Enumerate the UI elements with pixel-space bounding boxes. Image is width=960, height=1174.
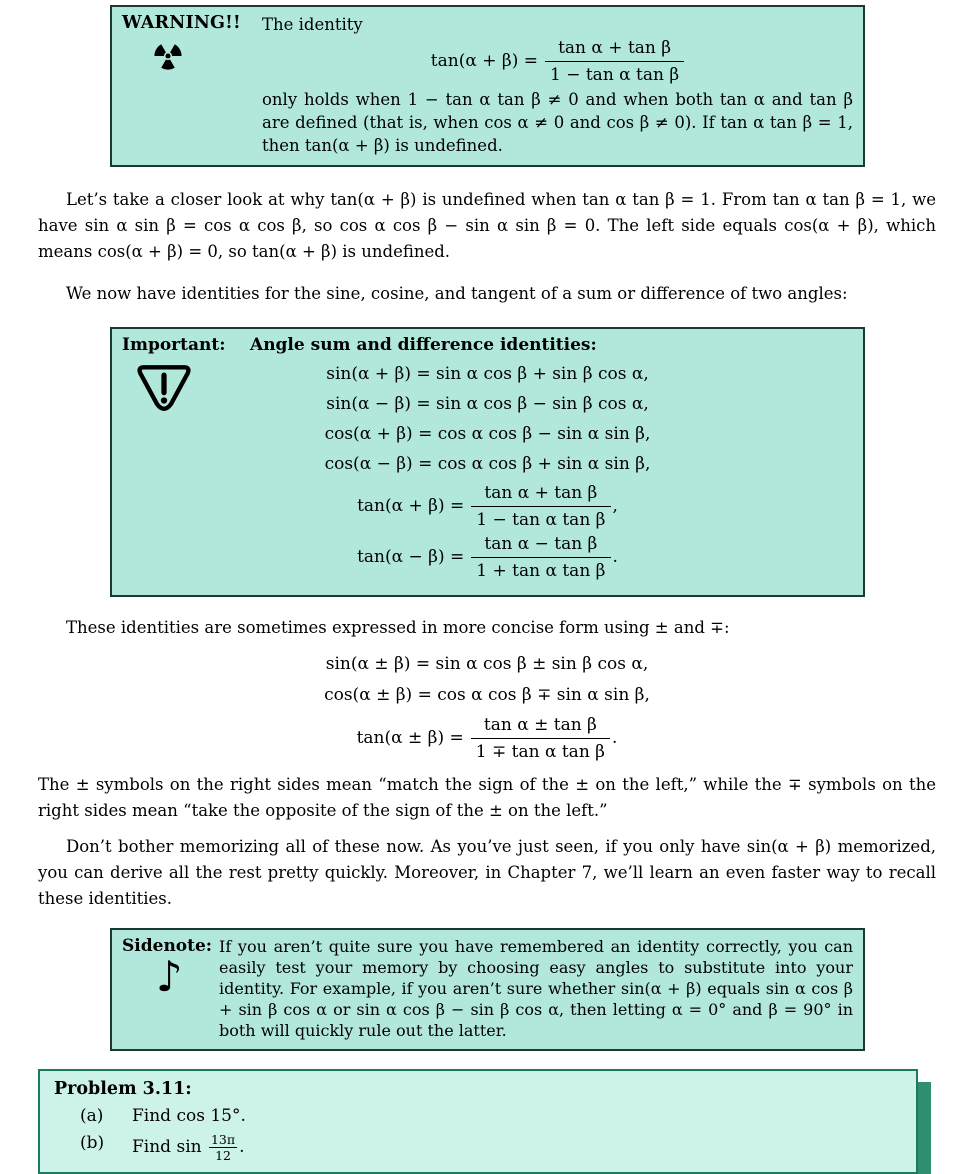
- fraction-numerator: tan α − tan β: [471, 534, 610, 558]
- fraction: [209, 1133, 237, 1162]
- fraction: [471, 715, 610, 762]
- equation-punctuation: ,: [612, 496, 618, 516]
- equation-sin-pm: sin(α ± β) = sin α cos β ± sin β cos α,: [325, 654, 649, 674]
- equation-punctuation: .: [612, 728, 618, 748]
- identity-equations: [122, 359, 853, 581]
- equation-sin-sum: sin(α + β) = sin α cos β + sin β cos α,: [326, 364, 649, 384]
- part-text: Find cos 15°.: [132, 1106, 246, 1126]
- fraction-denominator: 1 − tan α tan β: [476, 510, 606, 530]
- equation-lhs: tan(α − β) =: [357, 547, 465, 567]
- sidenote-body: If you aren’t quite sure you have remembered an identity correctly, you can easily test your memory by choosing easy angles to substitute into your identity. For example, if you aren’t sure whether sin(α + β) equals sin α cos β + sin β cos α or sin α cos β − sin β cos α, then letting α = 0° and β = 90° in both will quickly rule out the latter.: [219, 937, 853, 1040]
- fraction: [471, 483, 610, 530]
- fraction-numerator: tan α + tan β: [545, 38, 684, 62]
- problem-title: Problem 3.11:: [54, 1079, 192, 1099]
- warning-body: only holds when 1 − tan α tan β ≠ 0 and when both tan α and tan β are defined (that is, when cos α ≠ 0 and cos β ≠ 0). If tan α tan β = 1, then tan(α + β) is undefined.: [262, 90, 853, 155]
- paragraph-pm-explanation: The ± symbols on the right sides mean “match the sign of the ± on the left,” while the ∓ symbols on the right sides mean “take the opposite of the sign of the ± on the left.”: [38, 775, 936, 820]
- paragraph-tan-undefined: Let’s take a closer look at why tan(α + β) is undefined when tan α tan β = 1. From tan α tan β = 1, we have sin α sin β = cos α cos β, so cos α cos β − sin α sin β = 0. The left side equals cos(α + β), which means cos(α + β) = 0, so tan(α + β) is undefined.: [38, 190, 936, 261]
- important-label: Important:: [122, 335, 226, 355]
- equation-cos-pm: cos(α ± β) = cos α cos β ∓ sin α sin β,: [324, 685, 650, 705]
- equation-cos-difference: cos(α − β) = cos α cos β + sin α sin β,: [324, 454, 651, 474]
- concise-identities: [38, 649, 936, 762]
- problem-box-wrapper: [38, 1069, 918, 1174]
- fraction-denominator: 12: [215, 1148, 231, 1163]
- fraction-numerator: tan α + tan β: [471, 483, 610, 507]
- part-label: (b): [80, 1133, 105, 1153]
- important-box: [110, 327, 865, 597]
- paragraph-we-now-have-identities: We now have identities for the sine, cosine, and tangent of a sum or difference of two angles:: [66, 284, 848, 303]
- paragraph-dont-memorize: Don’t bother memorizing all of these now. As you’ve just seen, if you only have sin(α + β) memorized, you can derive all the rest pretty quickly. Moreover, in Chapter 7, we’ll learn an even faster way to recall these identities.: [38, 837, 936, 908]
- warning-box: [110, 5, 865, 167]
- important-heading: Angle sum and difference identities:: [250, 335, 597, 355]
- fraction: [545, 38, 684, 85]
- problem-part-b: [80, 1133, 902, 1162]
- equation-punctuation: .: [612, 547, 618, 567]
- warning-equation: [262, 38, 853, 85]
- warning-label: WARNING!!: [122, 13, 241, 33]
- fraction-numerator: 13π: [210, 1132, 236, 1147]
- exclamation-shield-icon: [136, 361, 192, 419]
- equation-lhs: tan(α + β) =: [430, 51, 538, 71]
- equation-cos-sum: cos(α + β) = cos α cos β − sin α sin β,: [324, 424, 651, 444]
- fraction-denominator: 1 + tan α tan β: [476, 561, 606, 581]
- equation-lhs: tan(α + β) =: [357, 496, 465, 516]
- fraction: [471, 534, 610, 581]
- radiation-icon: [150, 39, 186, 73]
- sidenote-box: [110, 928, 865, 1051]
- paragraph-concise-intro: These identities are sometimes expressed in more concise form using ± and ∓:: [66, 618, 730, 637]
- fraction-denominator: 1 − tan α tan β: [549, 65, 680, 85]
- sidenote-label: Sidenote:: [122, 936, 213, 956]
- music-note-icon: ♪: [156, 952, 183, 1001]
- equation-tan-pm: [38, 715, 936, 762]
- problem-box: [38, 1069, 918, 1174]
- part-text-prefix: Find sin: [132, 1137, 202, 1157]
- equation-tan-sum: [122, 483, 853, 530]
- equation-lhs: tan(α ± β) =: [356, 728, 464, 748]
- fraction-numerator: tan α ± tan β: [471, 715, 610, 739]
- part-text-suffix: .: [239, 1137, 245, 1157]
- fraction-denominator: 1 ∓ tan α tan β: [475, 742, 605, 762]
- problem-part-a: [80, 1106, 902, 1126]
- equation-sin-difference: sin(α − β) = sin α cos β − sin β cos α,: [326, 394, 649, 414]
- warning-intro: The identity: [262, 15, 363, 34]
- part-label: (a): [80, 1106, 104, 1126]
- part-text: [132, 1133, 245, 1162]
- equation-tan-difference: [122, 534, 853, 581]
